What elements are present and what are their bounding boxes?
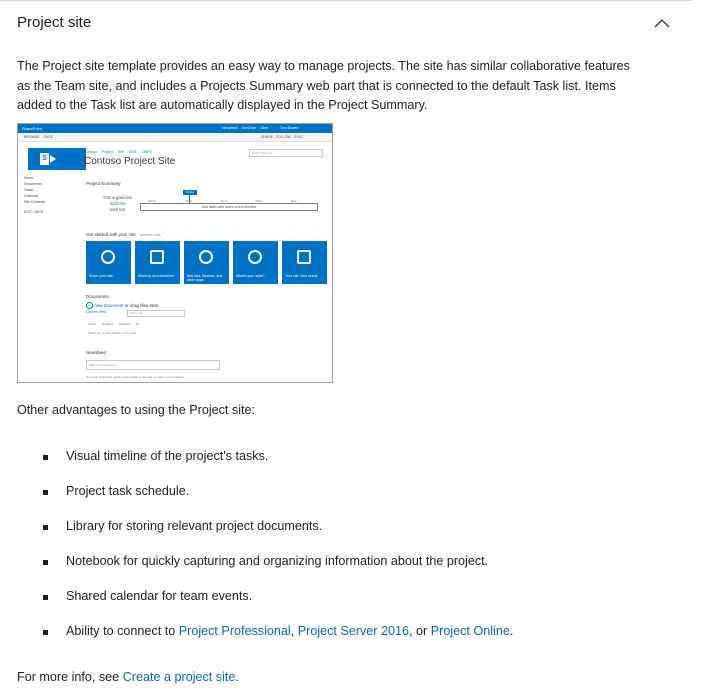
documents-find: Find a file (127, 310, 185, 317)
left-nav-item: Tasks (24, 188, 33, 192)
left-nav-edit-links: EDIT LINKS (24, 210, 43, 214)
plus-icon: + (86, 302, 93, 309)
timeline-bar: Add tasks with dates to the timeline (140, 203, 318, 211)
bullet-icon (43, 455, 48, 460)
left-nav-item: Home (24, 176, 34, 180)
tile-deadline: Working on a deadline? (135, 241, 180, 284)
newsfeed-heading: Newsfeed (86, 350, 107, 355)
documents-empty: There are no documents in this view. (88, 331, 137, 335)
screenshot-breadcrumb: Contoso Project Site EDIT LINKS (84, 150, 152, 154)
intro-paragraph: The Project site template provides an easy way to manage projects. The site has similar collaborative features as the Team site, and includes a Projects Summary web part that is connected to the default Task list. Items added to the Task list are automatically displayed in the Project Summary. (17, 59, 630, 112)
suite-user: Tom Bowen (280, 126, 299, 130)
tile-share: Share your site. (86, 241, 131, 284)
suite-bar (18, 124, 332, 133)
section-top-divider (0, 0, 692, 1)
sharepoint-logo-icon: S (40, 153, 49, 165)
project-summary-heading: Project Summary (86, 181, 121, 186)
bullet-icon (43, 630, 48, 635)
documents-new: + new document or drag files here (86, 302, 159, 309)
share-icon (101, 250, 115, 264)
screenshot-search-box: Search this site (249, 149, 323, 157)
left-nav-item: Calendar (24, 194, 39, 198)
ribbon-actions: SHARE FOLLOW SYNC (261, 135, 304, 139)
left-nav-item: Site Contents (24, 200, 46, 204)
project-site-screenshot (17, 123, 333, 383)
collapse-button[interactable] (648, 10, 676, 36)
documents-columns: Name Modified Modified By (88, 322, 140, 326)
timeline-months: March 2014 April 2014 May (148, 199, 297, 203)
screenshot-site-title: Contoso Project Site (84, 156, 176, 167)
clipboard-icon (150, 250, 164, 264)
more-info: For more info, see Create a project site. (17, 670, 239, 684)
bullet-icon (43, 490, 48, 495)
other-advantages-heading: Other advantages to using the Project site: (17, 403, 256, 417)
timeline-today-marker: Today (183, 190, 197, 195)
ribbon (18, 133, 332, 142)
bullet-icon (43, 595, 48, 600)
hexagon-icon (199, 250, 213, 264)
newsfeed-input: Start a conversation (86, 360, 220, 370)
palette-icon (248, 250, 262, 264)
ribbon-tabs: BROWSE PAGE (24, 135, 53, 139)
section-title[interactable]: Project site (17, 14, 92, 31)
left-nav-item: Documents (24, 182, 42, 186)
tile-style: What's your style? (233, 241, 278, 284)
bullet-icon (43, 525, 48, 530)
get-started-heading: Get started with your site REMOVE THIS (86, 232, 161, 237)
project-summary-hint: Get organized. Edit the task list. (103, 195, 133, 212)
screenshot-left-nav (24, 175, 45, 215)
create-project-site-link[interactable]: Create a project site (122, 670, 236, 684)
documents-heading: Documents (86, 294, 109, 299)
site-logo (28, 148, 86, 170)
suite-brand: SharePoint (22, 126, 42, 131)
image-icon (297, 250, 311, 264)
tile-brand: Your site. Your brand. (282, 241, 327, 284)
chevron-up-icon (648, 10, 676, 36)
tile-apps: Add lists, libraries, and other apps. (184, 241, 229, 284)
newsfeed-note: It's pretty quiet here. Invite more people to the site, or start a conversation. (86, 375, 185, 379)
bullet-icon (43, 560, 48, 565)
project-professional-link[interactable]: Project Professional (178, 624, 291, 638)
documents-view: Current View (86, 310, 107, 314)
logo-arrow-icon (50, 155, 56, 163)
project-online-link[interactable]: Project Online (430, 624, 510, 638)
suite-links: Newsfeed OneDrive Sites (222, 126, 269, 130)
project-server-2016-link[interactable]: Project Server 2016 (297, 624, 410, 638)
